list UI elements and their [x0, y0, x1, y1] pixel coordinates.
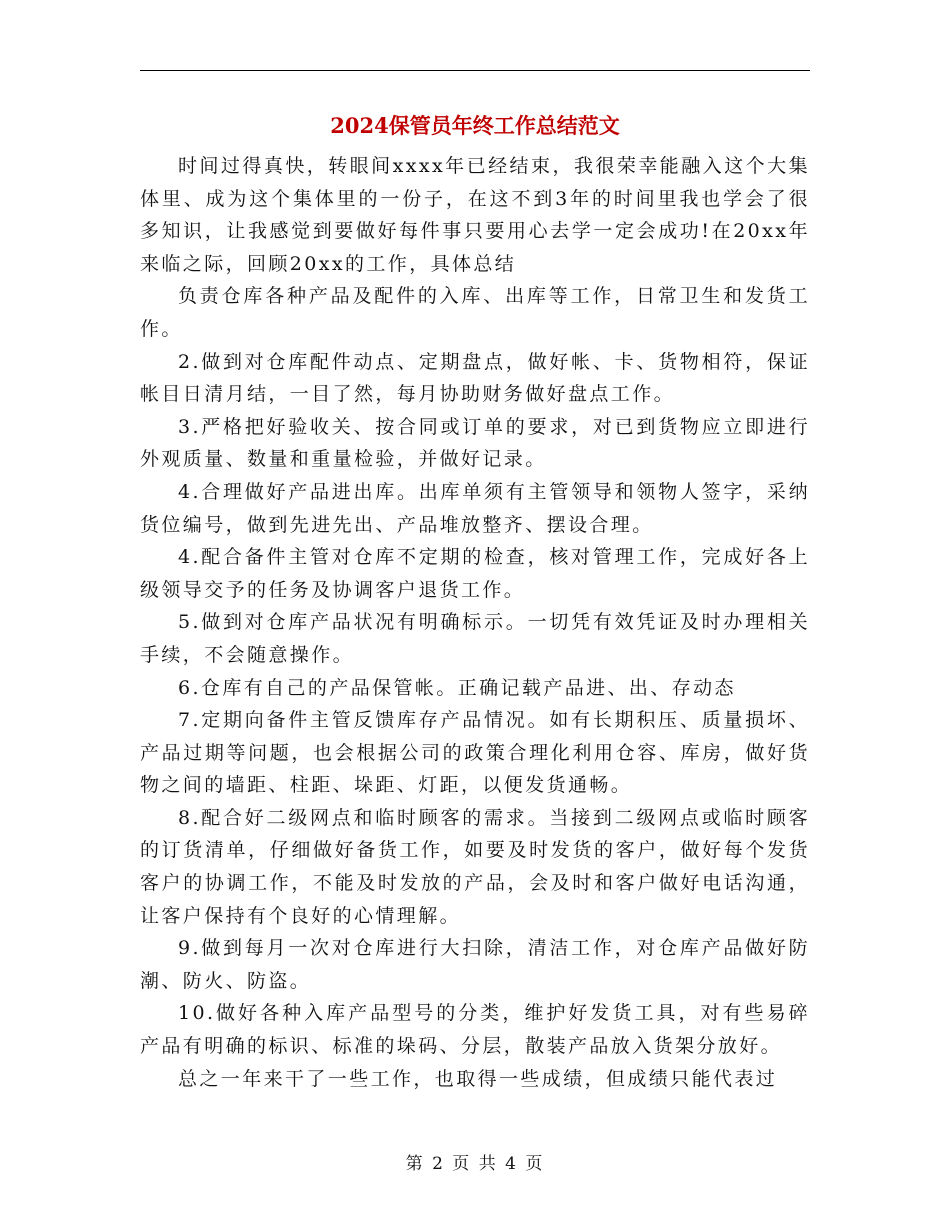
paragraph-intro: 时间过得真快，转眼间xxxx年已经结束，我很荣幸能融入这个大集体里、成为这个集体里的一份子，在这不到3年的时间里我也学会了很多知识，让我感觉到要做好每件事只要用心去学一定会成功!在20xx年来临之际，回顾20xx的工作，具体总结 [140, 155, 810, 275]
paragraph-conclusion: 总之一年来干了一些工作，也取得一些成绩，但成绩只能代表过 [178, 1067, 778, 1090]
paragraph-item-4a: 4.合理做好产品进出库。出库单须有主管领导和领物人签字，采纳货位编号，做到先进先出、产品堆放整齐、摆设合理。 [140, 480, 810, 536]
paragraph-item-5: 5.做到对仓库产品状况有明确标示。一切凭有效凭证及时办理相关手续，不会随意操作。 [140, 611, 810, 666]
paragraph-item-2: 2.做到对仓库配件动点、定期盘点，做好帐、卡、货物相符，保证帐目日清月结，一目了然，每月协助财务做好盘点工作。 [140, 350, 810, 406]
paragraph-item-4b: 4.配合备件主管对仓库不定期的检查，核对管理工作，完成好各上级领导交予的任务及协调客户退货工作。 [140, 546, 810, 601]
paragraph-item-9: 9.做到每月一次对仓库进行大扫除，清洁工作，对仓库产品做好防潮、防火、防盗。 [140, 937, 810, 992]
paragraph-item-3: 3.严格把好验收关、按合同或订单的要求，对已到货物应立即进行外观质量、数量和重量检验，并做好记录。 [140, 415, 810, 471]
paragraph-item-10: 10.做好各种入库产品型号的分类，维护好发货工具，对有些易碎产品有明确的标识、标准的垛码、分层，散装产品放入货架分放好。 [140, 1002, 810, 1058]
paragraph-item-6: 6.仓库有自己的产品保管帐。正确记载产品进、出、存动态 [178, 676, 736, 699]
paragraph-item-7: 7.定期向备件主管反馈库存产品情况。如有长期积压、质量损坏、产品过期等问题，也会根据公司的政策合理化利用仓容、库房，做好货物之间的墙距、柱距、垛距、灯距，以便发货通畅。 [140, 709, 810, 797]
header-rule [140, 70, 810, 71]
paragraph-item-1: 负责仓库各种产品及配件的入库、出库等工作，日常卫生和发货工作。 [140, 285, 810, 340]
paragraph-item-8: 8.配合好二级网点和临时顾客的需求。当接到二级网点或临时顾客的订货清单，仔细做好备货工作，如要及时发货的客户，做好每个发货客户的协调工作，不能及时发放的产品，会及时和客户做好电话沟通，让客户保持有个良好的心情理解。 [140, 806, 810, 927]
page-number: 第 2 页 共 4 页 [405, 1154, 545, 1174]
document-title: 2024保管员年终工作总结范文 [330, 113, 620, 138]
document-body [140, 150, 810, 1095]
